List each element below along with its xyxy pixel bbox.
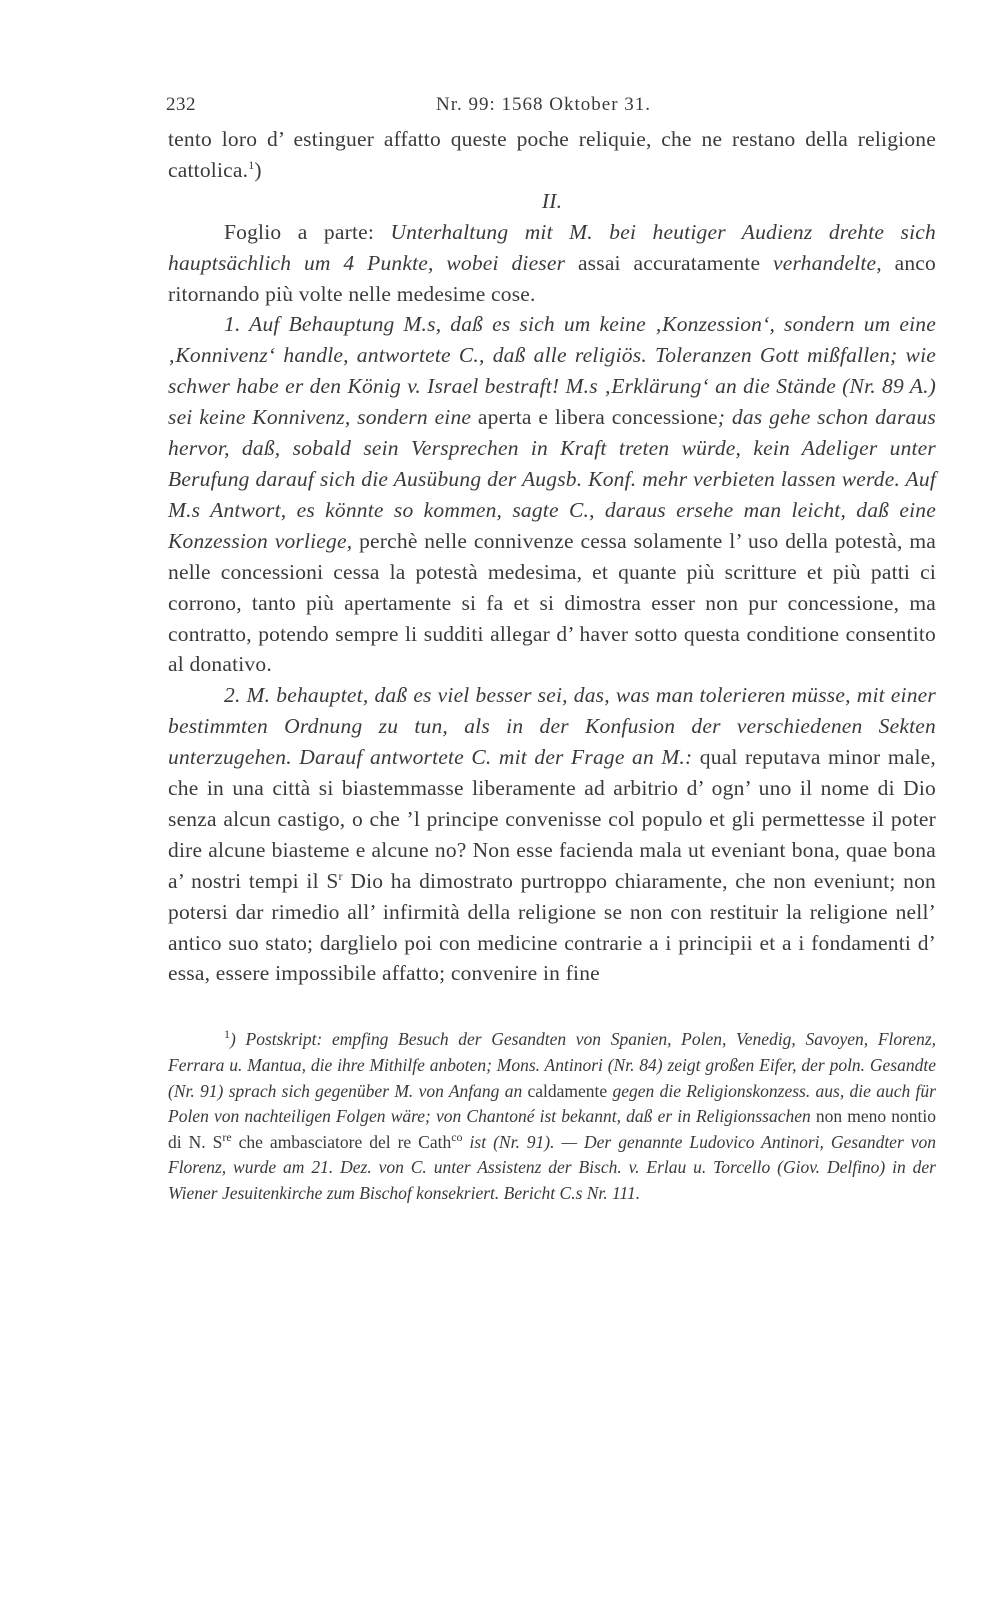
paragraph-text: aperta e libera concessione <box>471 405 718 430</box>
paragraph-text-italic: ; das gehe schon daraus hervor, daß, sobald sein Versprechen in Kraft treten würde, kein Adeliger unter Berufung darauf sich die Ausübung der Augsb. Konf. mehr verbieten lassen werde. Auf M.s Antwort, es könnte so kommen, sagte C., daraus ersehe man leicht, daß eine Konzession vorliege, <box>168 405 937 553</box>
running-head <box>168 88 936 124</box>
superscript: co <box>451 1129 463 1144</box>
paragraph-continuation <box>168 124 936 186</box>
footnote-reference: 1 <box>248 157 255 172</box>
paragraph-text: anco ritornando più volte nelle medesime cose. <box>168 250 936 306</box>
paragraph-text-italic: Unterhaltung mit M. bei heutiger Audienz drehte sich hauptsächlich um 4 Punkte, wobei dieser <box>168 219 936 275</box>
running-title: Nr. 99: 1568 Oktober 31. <box>436 94 652 115</box>
footnote-text-italic: gegen die Religionskonzess. aus, die auch für Polen von nachteiligen Folgen wäre; von Chantoné ist bekannt, daß er in Religionssachen <box>168 1080 936 1127</box>
section-heading <box>168 186 936 217</box>
paragraph-text: Foglio a parte: <box>224 219 391 244</box>
body-text <box>168 124 936 989</box>
superscript: r <box>338 868 343 883</box>
footnote-text-italic: ist (Nr. 91). — Der genannte Ludovico Antinori, Gesandter von Florenz, wurde am 21. Dez. von C. unter Assistenz der Bisch. v. Erlau u. Torcello (Giov. Delfino) in der Wiener Jesuitenkirche zum Bischof konsekriert. Bericht C.s Nr. 111. <box>168 1131 937 1203</box>
paragraph-text: tento loro d’ estinguer affatto queste poche reliquie, che ne restano della religione cattolica. <box>168 127 936 182</box>
paragraph-text: qual reputava minor male, che in una città si biastemmasse liberamente ad arbitrio d’ ogn’ uno il nome di Dio senza alcun castigo, o che ’l principe convenisse col populo et gli permettesse il poter dire alcune biasteme e alcune no? Non esse facienda mala ut eveniant bona, quae bona a’ nostri tempi il S <box>168 745 936 893</box>
section-label: II. <box>541 188 563 213</box>
footnote-text: che ambasciatore del re Cath <box>231 1131 452 1152</box>
footnote <box>168 1027 936 1206</box>
paragraph-text: Dio ha dimostrato purtroppo chiaramente, che non eveniunt; non potersi dar rimedio all’ infirmità della religione se non con restituir la religione nell’ antico suo stato; darglielo poi con medicine contrarie a i principii et a i fondamenti d’ essa, essere impossibile affatto; convenire in fine <box>168 868 936 986</box>
paragraph-text-italic: 1. Auf Behauptung M.s, daß es sich um keine ‚Konzession‘, sondern um eine ‚Konnivenz‘ handle, antwortete C., daß alle religiös. Toleranzen Gott mißfallen; wie schwer habe er den König v. Israel bestraft! M.s ‚Erklärung‘ an die Stände (Nr. 89 A.) sei keine Konnivenz, sondern eine <box>168 312 936 430</box>
footnote-text: caldamente <box>522 1080 613 1101</box>
footnotes <box>168 1027 936 1206</box>
paragraph-text-italic: 2. M. behauptet, daß es viel besser sei, das, was man tolerieren müsse, mit einer bestimmten Ordnung zu tun, als in der Konfusion der verschiedenen Sekten unterzugehen. Darauf antwortete C. mit der Frage an M.: <box>168 683 936 770</box>
page <box>168 88 936 1207</box>
paragraph-point-2 <box>168 680 936 989</box>
paragraph-text: ) <box>254 157 262 182</box>
paragraph-point-1 <box>168 309 936 680</box>
superscript: re <box>222 1129 232 1144</box>
paragraph-text: assai accuratamente <box>565 250 773 275</box>
footnote-marker: 1 <box>224 1027 230 1042</box>
footnote-text: non meno nontio di N. S <box>168 1106 936 1152</box>
footnote-text-italic: ) Postskript: empfing Besuch der Gesandten von Spanien, Polen, Venedig, Savoyen, Florenz, Ferrara u. Mantua, die ihre Mithilfe anboten; Mons. Antinori (Nr. 84) zeigt großen Eifer, der poln. Gesandte (Nr. 91) sprach sich gegenüber M. von Anfang an <box>168 1029 936 1101</box>
page-number: 232 <box>166 94 196 115</box>
paragraph-foglio <box>168 217 936 310</box>
paragraph-text-italic: verhandelte, <box>772 250 882 275</box>
paragraph-text: perchè nelle connivenze cessa solamente l’ uso della potestà, ma nelle concessioni cessa la potestà medesima, et quante più scritture et più patti ci corrono, tanto più apertamente si fa et si dimostra esser non pur concessione, ma contratto, potendo sempre li sudditi allegar d’ haver sotto questa conditione consentito al donativo. <box>168 528 937 677</box>
